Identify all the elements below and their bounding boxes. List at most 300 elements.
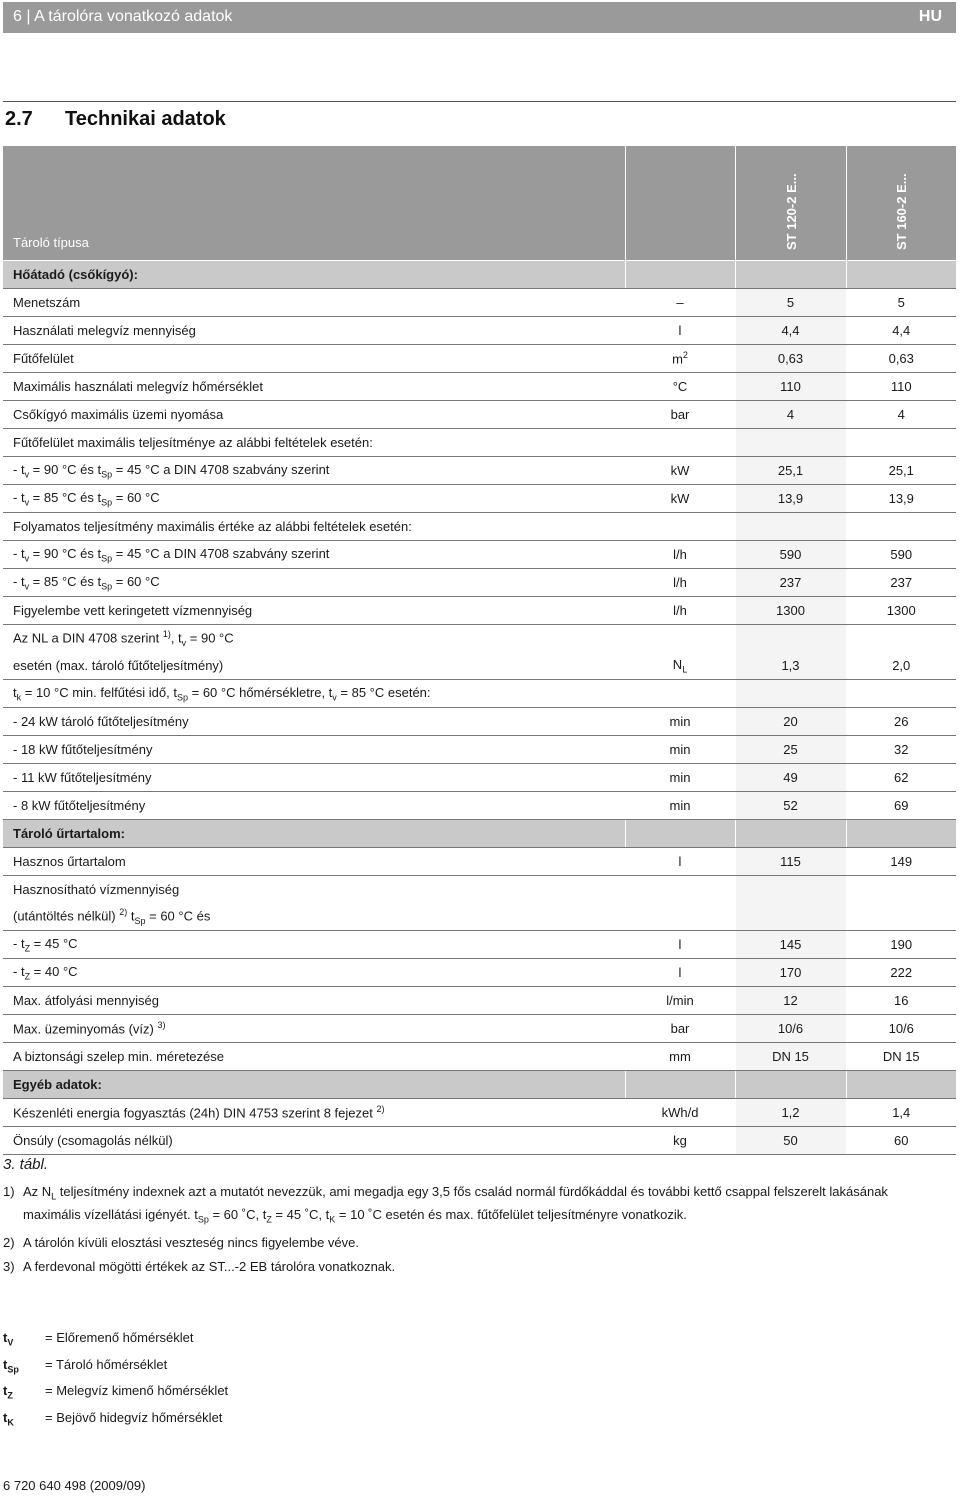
value-st160	[846, 680, 956, 708]
footnote-part: K	[329, 1214, 336, 1225]
row-label	[3, 317, 625, 345]
value-st120	[735, 876, 846, 904]
unit-cell	[625, 457, 735, 485]
value-st160: 4	[846, 401, 956, 429]
label-text: - t	[13, 489, 25, 505]
value-st160	[846, 876, 956, 904]
symbol-sub: V	[7, 1337, 14, 1348]
label-part: Sp	[101, 581, 113, 592]
table-row	[3, 931, 956, 959]
value-st120: 237	[735, 569, 846, 597]
label-text: Készenléti energia fogyasztás (24h) DIN 4753 szerint 8 fejezet	[13, 1105, 377, 1121]
unit-cell	[625, 987, 735, 1015]
value-st120: 115	[735, 848, 846, 876]
unit-sup: 2	[682, 350, 688, 361]
unit-cell	[625, 429, 735, 457]
value-st120: DN 15	[735, 1043, 846, 1071]
label-part: = 90 °C és t	[29, 461, 102, 477]
value-st160	[846, 1071, 956, 1099]
legend-symbol	[3, 1380, 45, 1407]
footnote-part: Z	[266, 1214, 272, 1225]
row-label	[3, 541, 625, 569]
unit-text: l/h	[673, 603, 687, 618]
unit-text: kW	[670, 463, 690, 478]
row-label	[3, 931, 625, 959]
footnote-text	[23, 1258, 395, 1276]
unit-cell	[625, 261, 735, 289]
label-text: Hasznos űrtartalom	[13, 854, 126, 869]
label-part: = 60 °C hőmérsékletre, t	[188, 684, 333, 700]
label-part: 1)	[162, 629, 171, 640]
label-part: = 45 °C	[30, 935, 78, 951]
unit-text: bar	[670, 1021, 690, 1036]
footnote	[3, 1183, 933, 1228]
unit-cell	[625, 569, 735, 597]
value-st120	[735, 625, 846, 653]
unit-cell	[625, 317, 735, 345]
table-row	[3, 457, 956, 485]
row-label	[3, 401, 625, 429]
label-part: k	[16, 692, 22, 703]
legend-symbol	[3, 1407, 45, 1434]
row-label	[3, 736, 625, 764]
label-text: Egyéb adatok:	[13, 1077, 102, 1092]
legend-text: = Bejövő hidegvíz hőmérséklet	[45, 1409, 223, 1425]
label-text: Maximális használati melegvíz hőmérséklet	[13, 379, 263, 394]
legend-symbol	[3, 1354, 45, 1381]
model-col-1	[735, 146, 846, 261]
row-label	[3, 1071, 625, 1099]
unit-cell	[625, 764, 735, 792]
label-part: v	[24, 497, 30, 508]
unit-cell	[625, 876, 735, 904]
table-subheader-row	[3, 820, 956, 848]
value-st120: 1,2	[735, 1099, 846, 1127]
symbol-base: t	[3, 1409, 8, 1425]
section-title	[5, 108, 226, 131]
value-st120: 49	[735, 764, 846, 792]
label-part: v	[181, 637, 187, 648]
label-text: A biztonsági szelep min. méretezése	[13, 1049, 224, 1064]
row-label	[3, 373, 625, 401]
unit-text: l	[678, 965, 682, 980]
unit-cell	[625, 373, 735, 401]
label-text: Hőátadó (csőkígyó):	[13, 267, 138, 282]
unit-cell	[625, 680, 735, 708]
unit-cell	[625, 708, 735, 736]
label-text: - t	[13, 461, 25, 477]
row-label	[3, 959, 625, 987]
row-label	[3, 987, 625, 1015]
section-number: 2.7	[5, 108, 33, 130]
label-part: 2)	[376, 1104, 385, 1115]
row-label	[3, 876, 625, 904]
unit-text: min	[669, 770, 691, 785]
unit-cell	[625, 289, 735, 317]
symbol-base: t	[3, 1383, 8, 1399]
technical-data-table	[3, 146, 956, 1155]
table-row	[3, 429, 956, 457]
label-text: - 11 kW fűtőteljesítmény	[13, 770, 152, 785]
row-label	[3, 820, 625, 848]
row-label	[3, 429, 625, 457]
label-text: - t	[13, 935, 25, 951]
legend-symbol	[3, 1327, 45, 1354]
label-part: = 85 °C és t	[29, 573, 102, 589]
unit-cell	[625, 959, 735, 987]
label-text: Menetszám	[13, 295, 81, 310]
value-st160: 149	[846, 848, 956, 876]
row-label	[3, 345, 625, 373]
unit-cell	[625, 625, 735, 653]
label-text: Max. üzeminyomás (víz)	[13, 1021, 158, 1037]
unit-cell	[625, 652, 735, 680]
symbol-sub: Z	[7, 1390, 13, 1401]
label-text: - t	[13, 963, 25, 979]
label-text: Fűtőfelület	[13, 351, 74, 366]
label-text: Az NL a DIN 4708 szerint	[13, 630, 163, 646]
table-row	[3, 345, 956, 373]
row-label	[3, 513, 625, 541]
value-st160: 5	[846, 289, 956, 317]
value-st120: 20	[735, 708, 846, 736]
value-st160	[846, 513, 956, 541]
table-row	[3, 401, 956, 429]
unit-text: min	[669, 742, 691, 757]
value-st120: 110	[735, 373, 846, 401]
row-label	[3, 1099, 625, 1127]
value-st120: 4,4	[735, 317, 846, 345]
unit-sub: L	[682, 664, 688, 675]
value-st160: 16	[846, 987, 956, 1015]
table-row	[3, 959, 956, 987]
row-label	[3, 848, 625, 876]
table-subheader-row	[3, 1071, 956, 1099]
unit-text: bar	[670, 407, 690, 422]
unit-text: l	[678, 323, 682, 338]
table-row	[3, 1099, 956, 1127]
label-text: t	[13, 684, 17, 700]
value-st120: 25,1	[735, 457, 846, 485]
value-st120: 1,3	[735, 652, 846, 680]
unit-cell	[625, 345, 735, 373]
table-row	[3, 708, 956, 736]
table-row	[3, 625, 956, 653]
table-row	[3, 485, 956, 513]
label-part: Sp	[101, 497, 113, 508]
value-st120: 145	[735, 931, 846, 959]
unit-header-cell	[625, 146, 735, 261]
label-text: - t	[13, 545, 25, 561]
unit-text: kWh/d	[661, 1105, 699, 1120]
label-part: Z	[24, 971, 31, 982]
label-part: = 90 °C	[186, 630, 234, 646]
row-label	[3, 597, 625, 625]
value-st120: 52	[735, 792, 846, 820]
label-text: Figyelembe vett keringetett vízmennyiség	[13, 603, 253, 618]
table-row	[3, 1043, 956, 1071]
row-label	[3, 680, 625, 708]
value-st120	[735, 680, 846, 708]
value-st120: 0,63	[735, 345, 846, 373]
value-st160: 590	[846, 541, 956, 569]
row-label	[3, 457, 625, 485]
label-text: - 18 kW fűtőteljesítmény	[13, 742, 153, 757]
unit-text: l/h	[673, 547, 687, 562]
table-header-row	[3, 146, 956, 261]
value-st120: 10/6	[735, 1015, 846, 1043]
label-text: Fűtőfelület maximális teljesítménye az alábbi feltételek esetén:	[13, 435, 373, 450]
document-code: 6 720 640 498 (2009/09)	[3, 1478, 146, 1493]
label-part: Sp	[134, 915, 146, 926]
table-row	[3, 848, 956, 876]
value-st120	[735, 429, 846, 457]
table-row	[3, 652, 956, 680]
value-st160	[846, 429, 956, 457]
footnote-part: A tárolón kívüli elosztási veszteség nincs figyelembe véve.	[23, 1235, 360, 1251]
legend-item	[3, 1380, 228, 1407]
label-text: esetén (max. tároló fűtőteljesítmény)	[13, 658, 224, 673]
value-st160: 69	[846, 792, 956, 820]
label-part: = 45 °C a DIN 4708 szabvány szerint	[112, 461, 330, 477]
footnote-text	[23, 1183, 933, 1228]
legend-item	[3, 1407, 228, 1434]
table-row	[3, 876, 956, 904]
label-part: Sp	[176, 692, 188, 703]
value-st160: 10/6	[846, 1015, 956, 1043]
unit-text: min	[669, 714, 691, 729]
model-name-2: ST 160-2 E...	[894, 173, 910, 250]
value-st120	[735, 903, 846, 931]
symbol-base: t	[3, 1356, 8, 1372]
label-part: = 60 °C és	[145, 908, 211, 924]
label-part: v	[24, 469, 30, 480]
table-subheader-row	[3, 261, 956, 289]
table-row	[3, 680, 956, 708]
value-st120: 25	[735, 736, 846, 764]
section-heading: Technikai adatok	[65, 108, 226, 130]
page-label: 6 | A tárolóra vonatkozó adatok	[13, 8, 233, 25]
unit-cell	[625, 485, 735, 513]
label-part: = 60 °C	[112, 489, 160, 505]
footnote-number: 2)	[3, 1235, 15, 1251]
value-st160: 237	[846, 569, 956, 597]
table-row	[3, 736, 956, 764]
model-name-1: ST 120-2 E...	[783, 173, 799, 250]
unit-cell	[625, 1127, 735, 1155]
value-st160: 1300	[846, 597, 956, 625]
label-text: Hasznosítható vízmennyiség	[13, 882, 180, 897]
unit-cell	[625, 1099, 735, 1127]
value-st160: 222	[846, 959, 956, 987]
unit-text: kW	[670, 491, 690, 506]
value-st120: 590	[735, 541, 846, 569]
value-st160	[846, 625, 956, 653]
row-label	[3, 1043, 625, 1071]
table-row	[3, 903, 956, 931]
value-st160: 26	[846, 708, 956, 736]
value-st120: 5	[735, 289, 846, 317]
value-st160	[846, 261, 956, 289]
value-st120	[735, 1071, 846, 1099]
label-text: Folyamatos teljesítmény maximális értéke az alábbi feltételek esetén:	[13, 519, 412, 534]
label-part: , t	[170, 630, 182, 646]
page-header	[3, 2, 956, 33]
label-part: v	[24, 581, 30, 592]
unit-text: kg	[673, 1133, 687, 1148]
unit-text: l	[678, 937, 682, 952]
unit-text: m	[672, 351, 683, 367]
row-label	[3, 903, 625, 931]
footnote-part: teljesítmény indexnek azt a mutatót nevezzük, ami megadja egy 3,5 fős család normál fürdőkáddal és további kettő csappal felszerelt lakásának maximális vízellátási igényét. t	[23, 1184, 888, 1222]
value-st160: 25,1	[846, 457, 956, 485]
unit-cell	[625, 513, 735, 541]
label-part: t	[127, 908, 135, 924]
label-part: = 10 °C min. felfűtési idő, t	[21, 684, 177, 700]
legend-text: = Tároló hőmérséklet	[45, 1356, 168, 1372]
unit-cell	[625, 848, 735, 876]
unit-cell	[625, 1015, 735, 1043]
row-label	[3, 1015, 625, 1043]
value-st160: 13,9	[846, 485, 956, 513]
footnote	[3, 1258, 933, 1276]
table-row	[3, 597, 956, 625]
language-code: HU	[918, 8, 942, 25]
symbol-sub: Sp	[7, 1364, 19, 1375]
label-part: Z	[24, 943, 31, 954]
unit-cell	[625, 1043, 735, 1071]
row-label	[3, 652, 625, 680]
value-st160: 190	[846, 931, 956, 959]
unit-text: l	[678, 854, 682, 869]
value-st120: 12	[735, 987, 846, 1015]
label-part: v	[24, 553, 30, 564]
footnote-number: 1)	[3, 1184, 15, 1199]
value-st120: 170	[735, 959, 846, 987]
unit-cell	[625, 401, 735, 429]
unit-text: –	[676, 295, 684, 310]
label-part: 3)	[157, 1020, 166, 1031]
label-text: Használati melegvíz mennyiség	[13, 323, 196, 338]
value-st160: 4,4	[846, 317, 956, 345]
unit-cell	[625, 541, 735, 569]
value-st160	[846, 820, 956, 848]
label-text: Önsúly (csomagolás nélkül)	[13, 1133, 173, 1148]
symbol-base: t	[3, 1330, 8, 1345]
value-st120	[735, 513, 846, 541]
label-part: = 85 °C esetén:	[336, 684, 431, 700]
table-row	[3, 1127, 956, 1155]
footnote-part: Sp	[197, 1214, 209, 1225]
label-part: v	[332, 692, 337, 703]
unit-cell	[625, 1071, 735, 1099]
label-text: (utántöltés nélkül)	[13, 908, 120, 924]
row-label	[3, 764, 625, 792]
label-part: = 40 °C	[30, 963, 78, 979]
label-part: = 60 °C	[112, 573, 160, 589]
value-st120: 1300	[735, 597, 846, 625]
label-part: 2)	[119, 907, 128, 918]
unit-cell	[625, 736, 735, 764]
legend-item	[3, 1327, 228, 1354]
row-label	[3, 569, 625, 597]
label-part: Sp	[101, 553, 113, 564]
unit-text: min	[669, 798, 691, 813]
label-text: - t	[13, 573, 25, 589]
table-row	[3, 541, 956, 569]
label-part: Sp	[101, 469, 113, 480]
unit-cell	[625, 820, 735, 848]
table-row	[3, 764, 956, 792]
value-st160: 0,63	[846, 345, 956, 373]
value-st160: 32	[846, 736, 956, 764]
table-row	[3, 513, 956, 541]
row-label	[3, 792, 625, 820]
row-label	[3, 1127, 625, 1155]
symbol-sub: K	[7, 1417, 14, 1428]
value-st160: 2,0	[846, 652, 956, 680]
value-st160: 110	[846, 373, 956, 401]
label-text: - 24 kW tároló fűtőteljesítmény	[13, 714, 189, 729]
table-row	[3, 569, 956, 597]
unit-cell	[625, 903, 735, 931]
value-st160: DN 15	[846, 1043, 956, 1071]
table-row	[3, 987, 956, 1015]
footnote-part: = 45 ˚C, t	[271, 1206, 330, 1222]
model-col-2	[846, 146, 956, 261]
footnote	[3, 1234, 933, 1252]
value-st160: 62	[846, 764, 956, 792]
label-part: = 85 °C és t	[29, 489, 102, 505]
table-caption: 3. tábl.	[3, 1156, 49, 1173]
footnote-number: 3)	[3, 1259, 15, 1275]
footnote-part: A ferdevonal mögötti értékek az ST...-2 EB tárolóra vonatkoznak.	[23, 1259, 396, 1275]
table-row	[3, 373, 956, 401]
row-label	[3, 625, 625, 653]
unit-cell	[625, 597, 735, 625]
label-text: - 8 kW fűtőteljesítmény	[13, 798, 146, 813]
label-part: = 45 °C a DIN 4708 szabvány szerint	[112, 545, 330, 561]
value-st120	[735, 261, 846, 289]
legend-text: = Előremenő hőmérséklet	[45, 1330, 194, 1345]
row-label	[3, 485, 625, 513]
unit-text: l/min	[666, 993, 694, 1008]
footnote-part: L	[51, 1191, 57, 1202]
value-st160: 60	[846, 1127, 956, 1155]
value-st160: 1,4	[846, 1099, 956, 1127]
footnote-part: = 60 ˚C, t	[208, 1206, 267, 1222]
symbol-legend	[3, 1327, 228, 1433]
footnote-text	[23, 1234, 359, 1252]
value-st120: 50	[735, 1127, 846, 1155]
unit-text: l/h	[673, 575, 687, 590]
row-label	[3, 708, 625, 736]
value-st120: 4	[735, 401, 846, 429]
row-label	[3, 289, 625, 317]
value-st120	[735, 820, 846, 848]
table-row	[3, 1015, 956, 1043]
footnote-part: = 10 ˚C esetén és max. fűtőfelület teljesítményre vonatkozik.	[335, 1206, 687, 1222]
label-text: Max. átfolyási mennyiség	[13, 993, 159, 1008]
row-label	[3, 261, 625, 289]
type-label: Tároló típusa	[3, 146, 625, 261]
unit-text: °C	[672, 379, 688, 394]
table-row	[3, 792, 956, 820]
value-st160	[846, 903, 956, 931]
legend-item	[3, 1354, 228, 1381]
title-divider	[3, 101, 956, 102]
value-st120: 13,9	[735, 485, 846, 513]
